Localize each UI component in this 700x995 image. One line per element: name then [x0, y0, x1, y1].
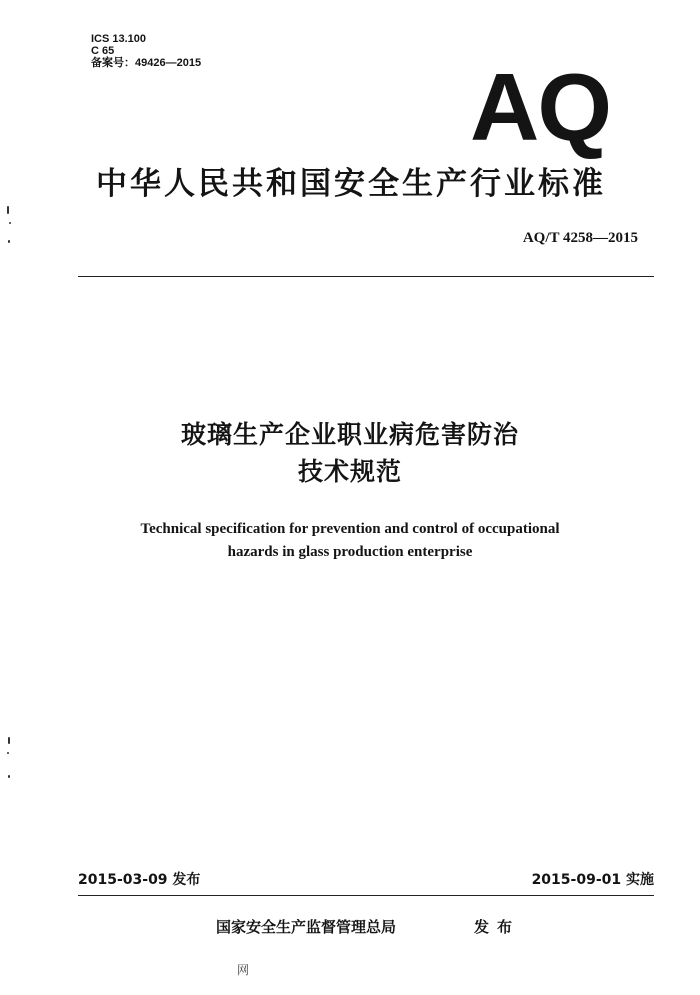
bottom-divider — [78, 895, 654, 896]
implementation-date: 2015-09-01 实施 — [531, 872, 654, 888]
scan-speck — [8, 240, 10, 243]
ics-code: ICS 13.100 — [91, 33, 147, 45]
standard-number: AQ/T 4258—2015 — [522, 230, 638, 246]
document-title-cn-line-1: 玻璃生产企业职业病危害防治 — [180, 420, 519, 449]
document-title-en-line-1: Technical specification for prevention and control of occupational — [140, 521, 560, 537]
publish-label: 发布 — [474, 918, 521, 936]
scan-speck — [8, 775, 10, 778]
scan-speck — [7, 206, 9, 214]
aq-logo: AQ — [470, 54, 610, 161]
scan-speck — [8, 737, 10, 744]
footer-mark: 网 — [237, 963, 250, 977]
document-title-cn-line-2: 技术规范 — [297, 457, 402, 486]
classification-code: C 65 — [91, 45, 115, 57]
scan-speck — [9, 222, 11, 224]
top-divider — [78, 276, 654, 277]
scan-speck — [7, 752, 9, 754]
publisher-name: 国家安全生产监督管理总局 — [216, 918, 397, 936]
issue-date: 2015-03-09 发布 — [78, 872, 201, 888]
record-number: 备案号：49426—2015 — [91, 57, 202, 69]
document-title-en-line-2: hazards in glass production enterprise — [227, 544, 473, 560]
standard-category-title: 中华人民共和国安全生产行业标准 — [96, 166, 606, 202]
